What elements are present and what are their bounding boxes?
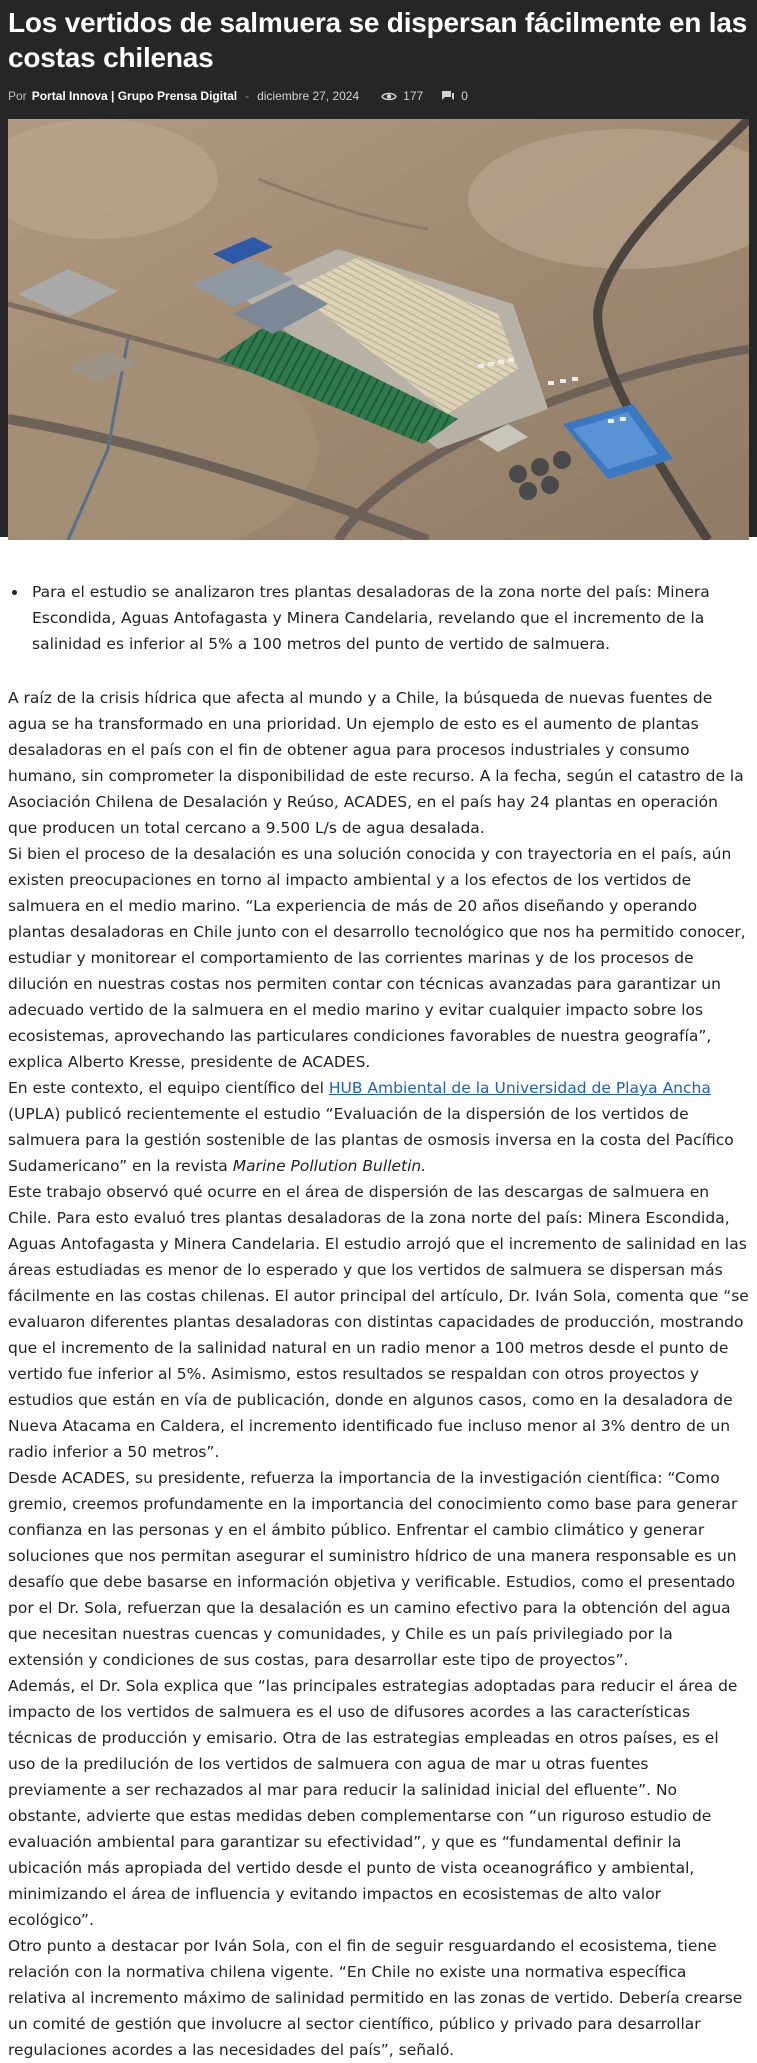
paragraph (8, 1075, 749, 1179)
by-label: Por (8, 89, 27, 103)
summary-item: • Para el estudio se analizaron tres plantas desaladoras de la zona norte del país: Minera Escondida, Aguas Antofagasta y Minera Candelaria, revelando que el incremento de la salinidad es inferior al 5% a 100 metros del punto de vertido de salmuera. (28, 579, 749, 657)
author-link[interactable]: Portal Innova | Grupo Prensa Digital (31, 89, 238, 103)
article-meta (8, 87, 749, 105)
comments-count: 0 (461, 89, 468, 103)
paragraph: Desde ACADES, su presidente, refuerza la importancia de la investigación científica: “Como gremio, creemos profundamente en la importancia del conocimiento como base para generar confianza en las personas y en el ámbito público. Enfrentar el cambio climático y generar soluciones que nos permitan asegurar el suministro hídrico de una manera responsable es un desafío que debe basarse en información objetiva y verificable. Estudios, como el presentado por el Dr. Sola, refuerzan que la desalación es un camino efectivo para la obtención del agua que necesitan nuestras cuencas y comunidades, y Chile es un país privilegiado por la extensión y condiciones de sus costas, para desarrollar este tipo de proyectos”. (8, 1469, 738, 1669)
views-count: 177 (403, 89, 424, 103)
article-header (0, 0, 757, 537)
paragraph-text: (UPLA) publicó recientemente el estudio “Evaluación de la dispersión de los vertidos de salmuera para la gestión sostenible de las plantas de osmosis inversa en la costa del Pacífico Sudamericano” en la revista (8, 1105, 734, 1175)
paragraph: Si bien el proceso de la desalación es una solución conocida y con trayectoria en el país, aún existen preocupaciones en torno al impacto ambiental y a los efectos de los vertidos de salmuera en el medio marino. “La experiencia de más de 20 años diseñando y operando plantas desaladoras en Chile junto con el desarrollo tecnológico que nos ha permitido conocer, estudiar y monitorear el comportamiento de las corrientes marinas y de los procesos de dilución en nuestras costas nos permiten contar con técnicas avanzadas para garantizar un adecuado vertido de la salmuera en el medio marino y evitar cualquier impacto sobre los ecosistemas, aprovechando las particulares condiciones favorables de nuestra geografía”, explica Alberto Kresse, presidente de ACADES. (8, 845, 746, 1071)
paragraph: A raíz de la crisis hídrica que afecta al mundo y a Chile, la búsqueda de nuevas fuentes de agua se ha transformado en una prioridad. Un ejemplo de esto es el aumento de plantas desaladoras en el país con el fin de obtener agua para procesos industriales y consumo humano, sin comprometer la disponibilidad de este recurso. A la fecha, según el catastro de la Asociación Chilena de Desalación y Reúso, ACADES, en el país hay 24 plantas en operación que producen un total cercano a 9.500 L/s de agua desalada. (8, 689, 744, 837)
summary-list (8, 579, 749, 657)
hub-ambiental-link[interactable]: HUB Ambiental de la Universidad de Playa Ancha (328, 1079, 711, 1097)
journal-name: Marine Pollution Bulletin. (232, 1157, 427, 1175)
publish-date: diciembre 27, 2024 (257, 89, 360, 103)
meta-separator: - (245, 89, 250, 103)
paragraph: Este trabajo observó qué ocurre en el área de dispersión de las descargas de salmuera en Chile. Para esto evaluó tres plantas desaladoras de la zona norte del país: Minera Escondida, Aguas Antofagasta y Minera Candelaria. El estudio arrojó que el incremento de salinidad en las áreas estudiadas es menor de lo esperado y que los vertidos de salmuera se dispersan más fácilmente en las costas chilenas. El autor principal del artículo, Dr. Iván Sola, comenta que “se evaluaron diferentes plantas desaladoras con distintas capacidades de producción, mostrando que el incremento de la salinidad natural en un radio menor a 100 metros desde el punto de vertido fue inferior al 5%. Asimismo, estos resultados se respaldan con otros proyectos y estudios que están en vía de publicación, donde en algunos casos, como en la desaladora de Nueva Atacama en Caldera, el incremento identificado fue incluso menor al 3% dentro de un radio inferior a 50 metros”. (8, 1183, 749, 1461)
paragraph: Otro punto a destacar por Iván Sola, con el fin de seguir resguardando el ecosistema, tiene relación con la normativa chilena vigente. “En Chile no existe una normativa específica relativa al incremento máximo de salinidad permitido en las zonas de vertido. Debería crearse un comité de gestión que involucre al sector científico, público y privado para desarrollar regulaciones acordes a las necesidades del país”, señaló. (8, 1937, 743, 2059)
paragraphs (8, 685, 749, 2063)
article-body (0, 579, 757, 2063)
paragraph-text: En este contexto, el equipo científico del (8, 1079, 329, 1097)
eye-icon (381, 91, 397, 102)
hero-image (8, 119, 749, 540)
comments-stat[interactable] (441, 89, 468, 103)
comments-icon (441, 90, 455, 102)
views-stat (381, 89, 423, 103)
article-title: Los vertidos de salmuera se dispersan fácilmente en las costas chilenas (8, 7, 748, 73)
paragraph: Además, el Dr. Sola explica que “las principales estrategias adoptadas para reducir el área de impacto de los vertidos de salmuera es el uso de difusores acordes a las características técnicas de producción y emisario. Otra de las estrategias empleadas en otros países, es el uso de la predilución de los vertidos de salmuera con agua de mar u otras fuentes previamente a ser rechazados al mar para reducir la salinidad inicial del efluente”. No obstante, advierte que estas medidas deben complementarse con “un riguroso estudio de evaluación ambiental para garantizar su efectividad”, y que es “fundamental definir la ubicación más apropiada del vertido desde el punto de vista oceanográfico y ambiental, minimizando el área de influencia y evitando impactos en ecosistemas de alto valor ecológico”. (8, 1677, 738, 1929)
